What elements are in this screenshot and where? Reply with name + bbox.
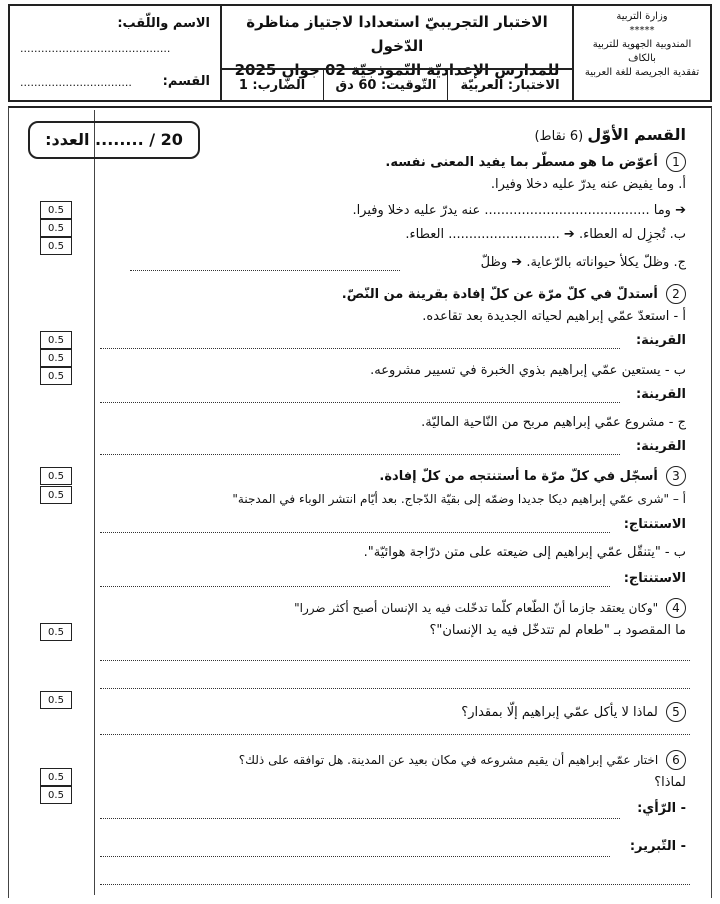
conclusion-label: الاستنتاج:	[623, 571, 686, 586]
question-number: 1	[666, 152, 686, 172]
mark-box: 0.5	[40, 349, 72, 367]
answer-line[interactable]	[100, 660, 690, 661]
question-1a: أ. وما يفيض عنه يدرّ عليه دخلا وفيرا.	[490, 177, 686, 192]
mark-box: 0.5	[40, 237, 72, 255]
answer-line[interactable]	[100, 402, 620, 403]
question-6b: لماذا؟	[654, 775, 686, 790]
answer-line[interactable]	[100, 818, 620, 819]
justification-label: - التّبرير:	[629, 839, 686, 854]
mark-box: 0.5	[40, 486, 72, 504]
ministry-stars: *****	[629, 25, 655, 36]
coef-cell	[220, 70, 324, 102]
ministry-line: المندوبية الجهوية للتربية	[592, 39, 692, 50]
answer-line[interactable]	[130, 270, 400, 271]
opinion-label: - الرّأي:	[637, 801, 686, 816]
subject-label: الاختبار:	[507, 78, 560, 93]
arrow-icon: ➔	[559, 227, 575, 242]
question-3: 3 أسجّل في كلّ مرّة ما أستنتجه من كلّ إفادة.	[379, 466, 686, 486]
exam-title-line-2: للمدارس الإعداديّة النّموذجيّة 02 جوان 2025	[234, 61, 560, 79]
clue-label: القرينة:	[635, 333, 686, 348]
answer-line[interactable]	[100, 734, 690, 735]
question-6: 6 اختار عمّي إبراهيم أن يقيم مشروعه في مكان بعيد عن المدينة. هل توافقه على ذلك؟	[96, 750, 686, 770]
mark-box: 0.5	[40, 467, 72, 485]
section-title: القسم الأوّل (6 نقاط)	[534, 125, 686, 144]
question-number: 5	[666, 702, 686, 722]
answer-line[interactable]	[100, 688, 690, 689]
mark-box: 0.5	[40, 331, 72, 349]
exam-title-line-1: الاختبار التجريبيّ استعدادا لاجتياز مناظرة الدّخول	[246, 13, 548, 55]
question-4: 4 "وكان يعتقد جازما أنّ الطّعام كلّما تدخّلت فيه يد الإنسان أصبح أكثر ضررا"	[96, 598, 686, 618]
question-2: 2 أستدلّ في كلّ مرّة عن كلّ إفادة بقرينة من النّصّ.	[342, 284, 686, 304]
time-cell	[323, 70, 448, 102]
answer-line[interactable]	[100, 532, 610, 533]
question-2c: ج - مشروع عمّي إبراهيم مربح من النّاحية الماليّة.	[421, 415, 686, 430]
answer-line[interactable]	[100, 856, 610, 857]
coef-label: الضّارب:	[252, 78, 306, 93]
ministry-line: تفقدية الجريصة للغة العربية	[584, 67, 700, 78]
mark-box: 0.5	[40, 623, 72, 641]
arrow-icon: ➔	[507, 255, 523, 270]
mark-box: 0.5	[40, 367, 72, 385]
ministry-block	[572, 6, 710, 100]
mark-box: 0.5	[40, 786, 72, 804]
score-total: / 20	[149, 130, 183, 149]
score-dots[interactable]: ........	[95, 130, 144, 149]
mark-box: 0.5	[40, 201, 72, 219]
question-2b: ب - يستعين عمّي إبراهيم بذوي الخبرة في تسيير مشروعه.	[370, 363, 686, 378]
question-3a: أ – "شرى عمّي إبراهيم ديكا جديدا وضمّه إلى بقيّة الدّجاج. بعد أيّام انتشر الوباء في المدجنة"	[232, 492, 686, 506]
answer-line[interactable]	[100, 586, 610, 587]
clue-label: القرينة:	[635, 439, 686, 454]
section-points: (6 نقاط)	[534, 129, 584, 144]
time-value: 60 دق	[335, 78, 377, 93]
question-4b: ما المقصود بـ "طعام لم تتدخّل فيه يد الإنسان"؟	[429, 623, 686, 638]
answer-1a: ➔ وما ........................................ عنه يدرّ عليه دخلا وفيرا.	[352, 203, 686, 218]
score-label: العدد:	[45, 130, 90, 149]
answer-line[interactable]	[100, 454, 620, 455]
coef-value: 1	[238, 78, 248, 93]
ministry-line: بالكاف	[628, 53, 656, 64]
question-number: 6	[666, 750, 686, 770]
name-label: الاسم واللّقب:	[117, 16, 210, 31]
answer-line[interactable]	[100, 884, 690, 885]
answer-1b[interactable]: ........................... العطاء.	[405, 227, 560, 242]
arrow-icon: ➔	[670, 203, 686, 218]
mark-box: 0.5	[40, 691, 72, 709]
ministry-line: وزارة التربية	[616, 11, 668, 22]
question-3b: ب - "يتنقّل عمّي إبراهيم إلى ضيعته على متن درّاجة هوائيّة".	[363, 545, 686, 560]
question-5: 5 لماذا لا يأكل عمّي إبراهيم إلّا بمقدار؟	[461, 702, 686, 722]
class-field[interactable]: ................................	[20, 76, 132, 89]
question-number: 3	[666, 466, 686, 486]
question-number: 2	[666, 284, 686, 304]
subject-value: العربيّة	[460, 78, 504, 93]
title-block	[220, 6, 572, 100]
question-2a: أ - استعدّ عمّي إبراهيم لحياته الجديدة بعد تقاعده.	[422, 309, 686, 324]
question-1c: ج. وظلّ يكلأ حيواناته بالرّعاية. ➔ وظلّ	[480, 255, 686, 270]
mark-box: 0.5	[40, 219, 72, 237]
mark-box: 0.5	[40, 768, 72, 786]
score-box	[28, 121, 200, 159]
class-label: القسم:	[162, 74, 210, 89]
conclusion-label: الاستنتاج:	[623, 517, 686, 532]
question-number: 4	[666, 598, 686, 618]
answer-line[interactable]	[100, 348, 620, 349]
name-field[interactable]: ...........................................	[20, 42, 171, 55]
answer-1c-label: وظلّ	[480, 255, 508, 270]
question-1b: ب. تُجزِل له العطاء. ➔ ........................... العطاء.	[405, 227, 686, 242]
subject-cell	[447, 70, 572, 102]
question-1: 1 أعوّض ما هو مسطّر بما يفيد المعنى نفسه.	[385, 152, 686, 172]
student-block	[10, 6, 220, 100]
clue-label: القرينة:	[635, 387, 686, 402]
time-label: التّوقيت:	[380, 78, 437, 93]
grading-margin-line	[94, 110, 95, 895]
exam-header	[8, 4, 712, 102]
